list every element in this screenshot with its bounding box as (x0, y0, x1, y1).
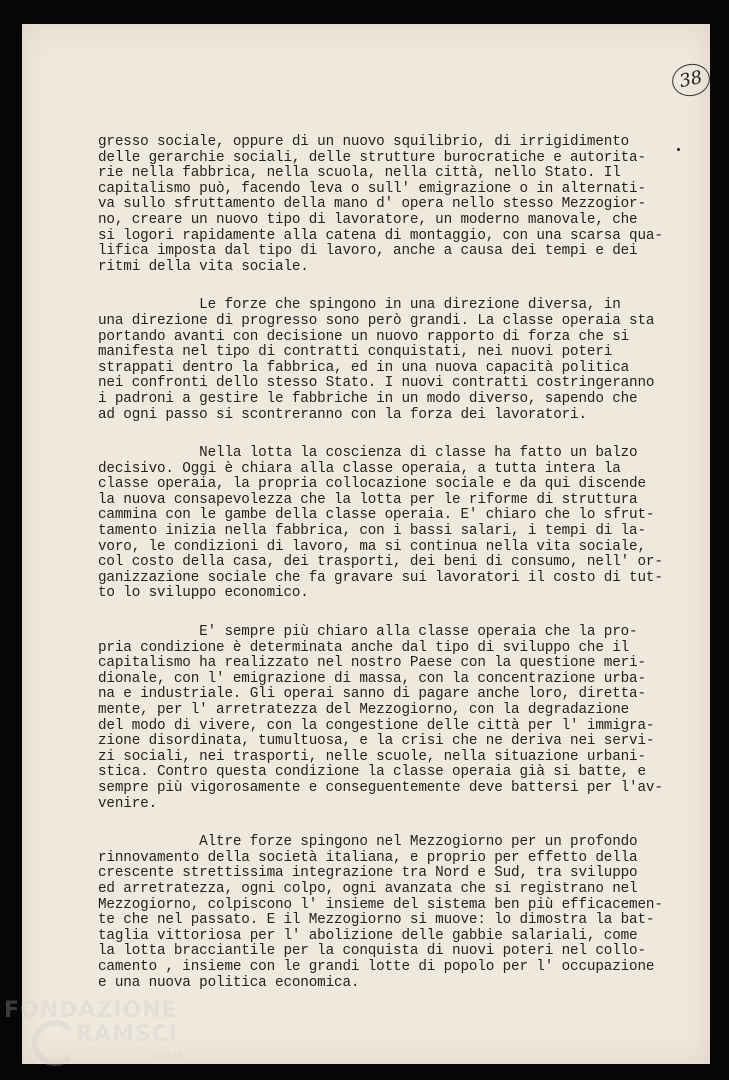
text-line: tamento inizia nella fabbrica, con i bassi salari, i tempi di la- (98, 523, 646, 540)
text-line: del modo di vivere, con la congestione delle città per l' immigra- (98, 717, 655, 734)
text-line: la lotta bracciantile per la conquista di nuovi poteri nel collo- (98, 943, 646, 960)
paragraph (98, 134, 663, 275)
text-line: va sullo sfruttamento della mano d' opera nello stesso Mezzogior- (98, 196, 646, 213)
text-line: lifica imposta dal tipo di lavoro, anche a causa dei tempi e dei (98, 243, 638, 260)
text-line: crescente strettissima integrazione tra Nord e Sud, tra sviluppo (98, 865, 638, 882)
text-line: Mezzogiorno, colpiscono l' insieme del sistema ben più efficacemen- (98, 896, 663, 913)
text-line: delle gerarchie sociali, delle strutture burocratiche e autorita- (98, 149, 646, 166)
text-line: rie nella fabbrica, nella scuola, nella città, nello Stato. Il (98, 165, 621, 182)
paragraph (98, 298, 658, 423)
text-line: na e industriale. Gli operai sanno di pagare anche loro, diretta- (98, 686, 646, 703)
text-line: nei confronti dello stesso Stato. I nuovi contratti costringeranno (98, 375, 655, 392)
page-number: 38 (669, 60, 713, 99)
text-line: Le forze che spingono in una direzione diversa, in (98, 297, 621, 314)
text-line: col costo della casa, dei trasporti, dei beni di consumo, nell' or- (98, 554, 663, 571)
text-line: strappati dentro la fabbrica, ed in una nuova capacità politica (98, 359, 630, 376)
text-line: decisivo. Oggi è chiara alla classe operaia, a tutta intera la (98, 460, 621, 477)
text-line: te che nel passato. E il Mezzogiorno si muove: lo dimostra la bat- (98, 912, 655, 929)
watermark (4, 998, 204, 1078)
text-line: rinnovamento della società italiana, e proprio per effetto della (98, 849, 638, 866)
text-line: no, creare un nuovo tipo di lavoratore, un moderno manovale, che (98, 211, 638, 228)
text-line: venire. (98, 795, 158, 812)
watermark-line1: FONDAZIONE (4, 998, 178, 1023)
text-line: zi sociali, nei trasporti, nelle scuole, nella situazione urbani- (98, 748, 646, 765)
text-line: dionale, con l' emigrazione di massa, con la concentrazione urba- (98, 670, 646, 687)
text-line: la nuova consapevolezza che la lotta per le riforme di struttura (98, 491, 638, 508)
text-line: gresso sociale, oppure di un nuovo squilibrio, di irrigidimento (98, 134, 630, 150)
watermark-suffix: onlus (154, 1050, 184, 1060)
text-line: Altre forze spingono nel Mezzogiorno per un profondo (98, 834, 638, 851)
document-body (98, 134, 663, 1014)
text-line: capitalismo può, facendo leva o sull' emigrazione o in alternati- (98, 180, 646, 197)
text-line: cammina con le gambe della classe operaia. E' chiaro che lo sfrut- (98, 507, 655, 524)
text-line: portando avanti con decisione un nuovo rapporto di forza che si (98, 328, 630, 345)
text-line: voro, le condizioni di lavoro, ma si continua nella vita sociale, (98, 538, 646, 555)
text-line: to lo sviluppo economico. (98, 585, 309, 602)
text-line: camento , insieme con le grandi lotte di popolo per l' occupazione (98, 958, 655, 975)
text-line: sempre più vigorosamente e conseguentemente deve battersi per l'av- (98, 779, 663, 796)
text-line: stica. Contro questa condizione la classe operaia già si batte, e (98, 764, 646, 781)
text-line: una direzione di progresso sono però grandi. La classe operaia sta (98, 312, 655, 329)
text-line: e una nuova politica economica. (98, 974, 360, 991)
text-line: manifesta nel tipo di contratti conquistati, nei nuovi poteri (98, 344, 613, 361)
text-line: si logori rapidamente alla catena di montaggio, con una scarsa qua- (98, 227, 663, 244)
text-line: ganizzazione sociale che fa gravare sui lavoratori il costo di tut- (98, 569, 663, 586)
ink-speck (677, 148, 680, 151)
text-line: ad ogni passo si scontreranno con la forza dei lavoratori. (98, 406, 587, 423)
paragraph (98, 445, 663, 602)
text-line: i padroni a gestire le fabbriche in un modo diverso, sapendo che (98, 390, 638, 407)
text-line: pria condizione è determinata anche dal tipo di sviluppo che il (98, 639, 630, 656)
text-line: E' sempre più chiaro alla classe operaia che la pro- (98, 624, 638, 641)
text-line: zione disordinata, tumultuosa, e la crisi che ne deriva nei servi- (98, 733, 655, 750)
text-line: mente, per l' arretratezza del Mezzogiorno, con la degradazione (98, 702, 630, 718)
text-line: classe operaia, la propria collocazione sociale e da qui discende (98, 476, 646, 493)
text-line: taglia vittoriosa per l' abolizione delle gabbie salariali, come (98, 927, 638, 944)
text-line: capitalismo ha realizzato nel nostro Paese con la questione meri- (98, 655, 646, 672)
watermark-line2: RAMSCI (76, 1022, 179, 1047)
text-line: ritmi della vita sociale. (98, 258, 309, 275)
text-line: Nella lotta la coscienza di classe ha fatto un balzo (98, 445, 638, 462)
text-line: ed arretratezza, ogni colpo, ogni avanzata che si registrano nel (98, 880, 638, 897)
watermark-g-logo-icon (32, 1020, 78, 1066)
paragraph (98, 834, 663, 991)
paragraph (98, 624, 663, 812)
